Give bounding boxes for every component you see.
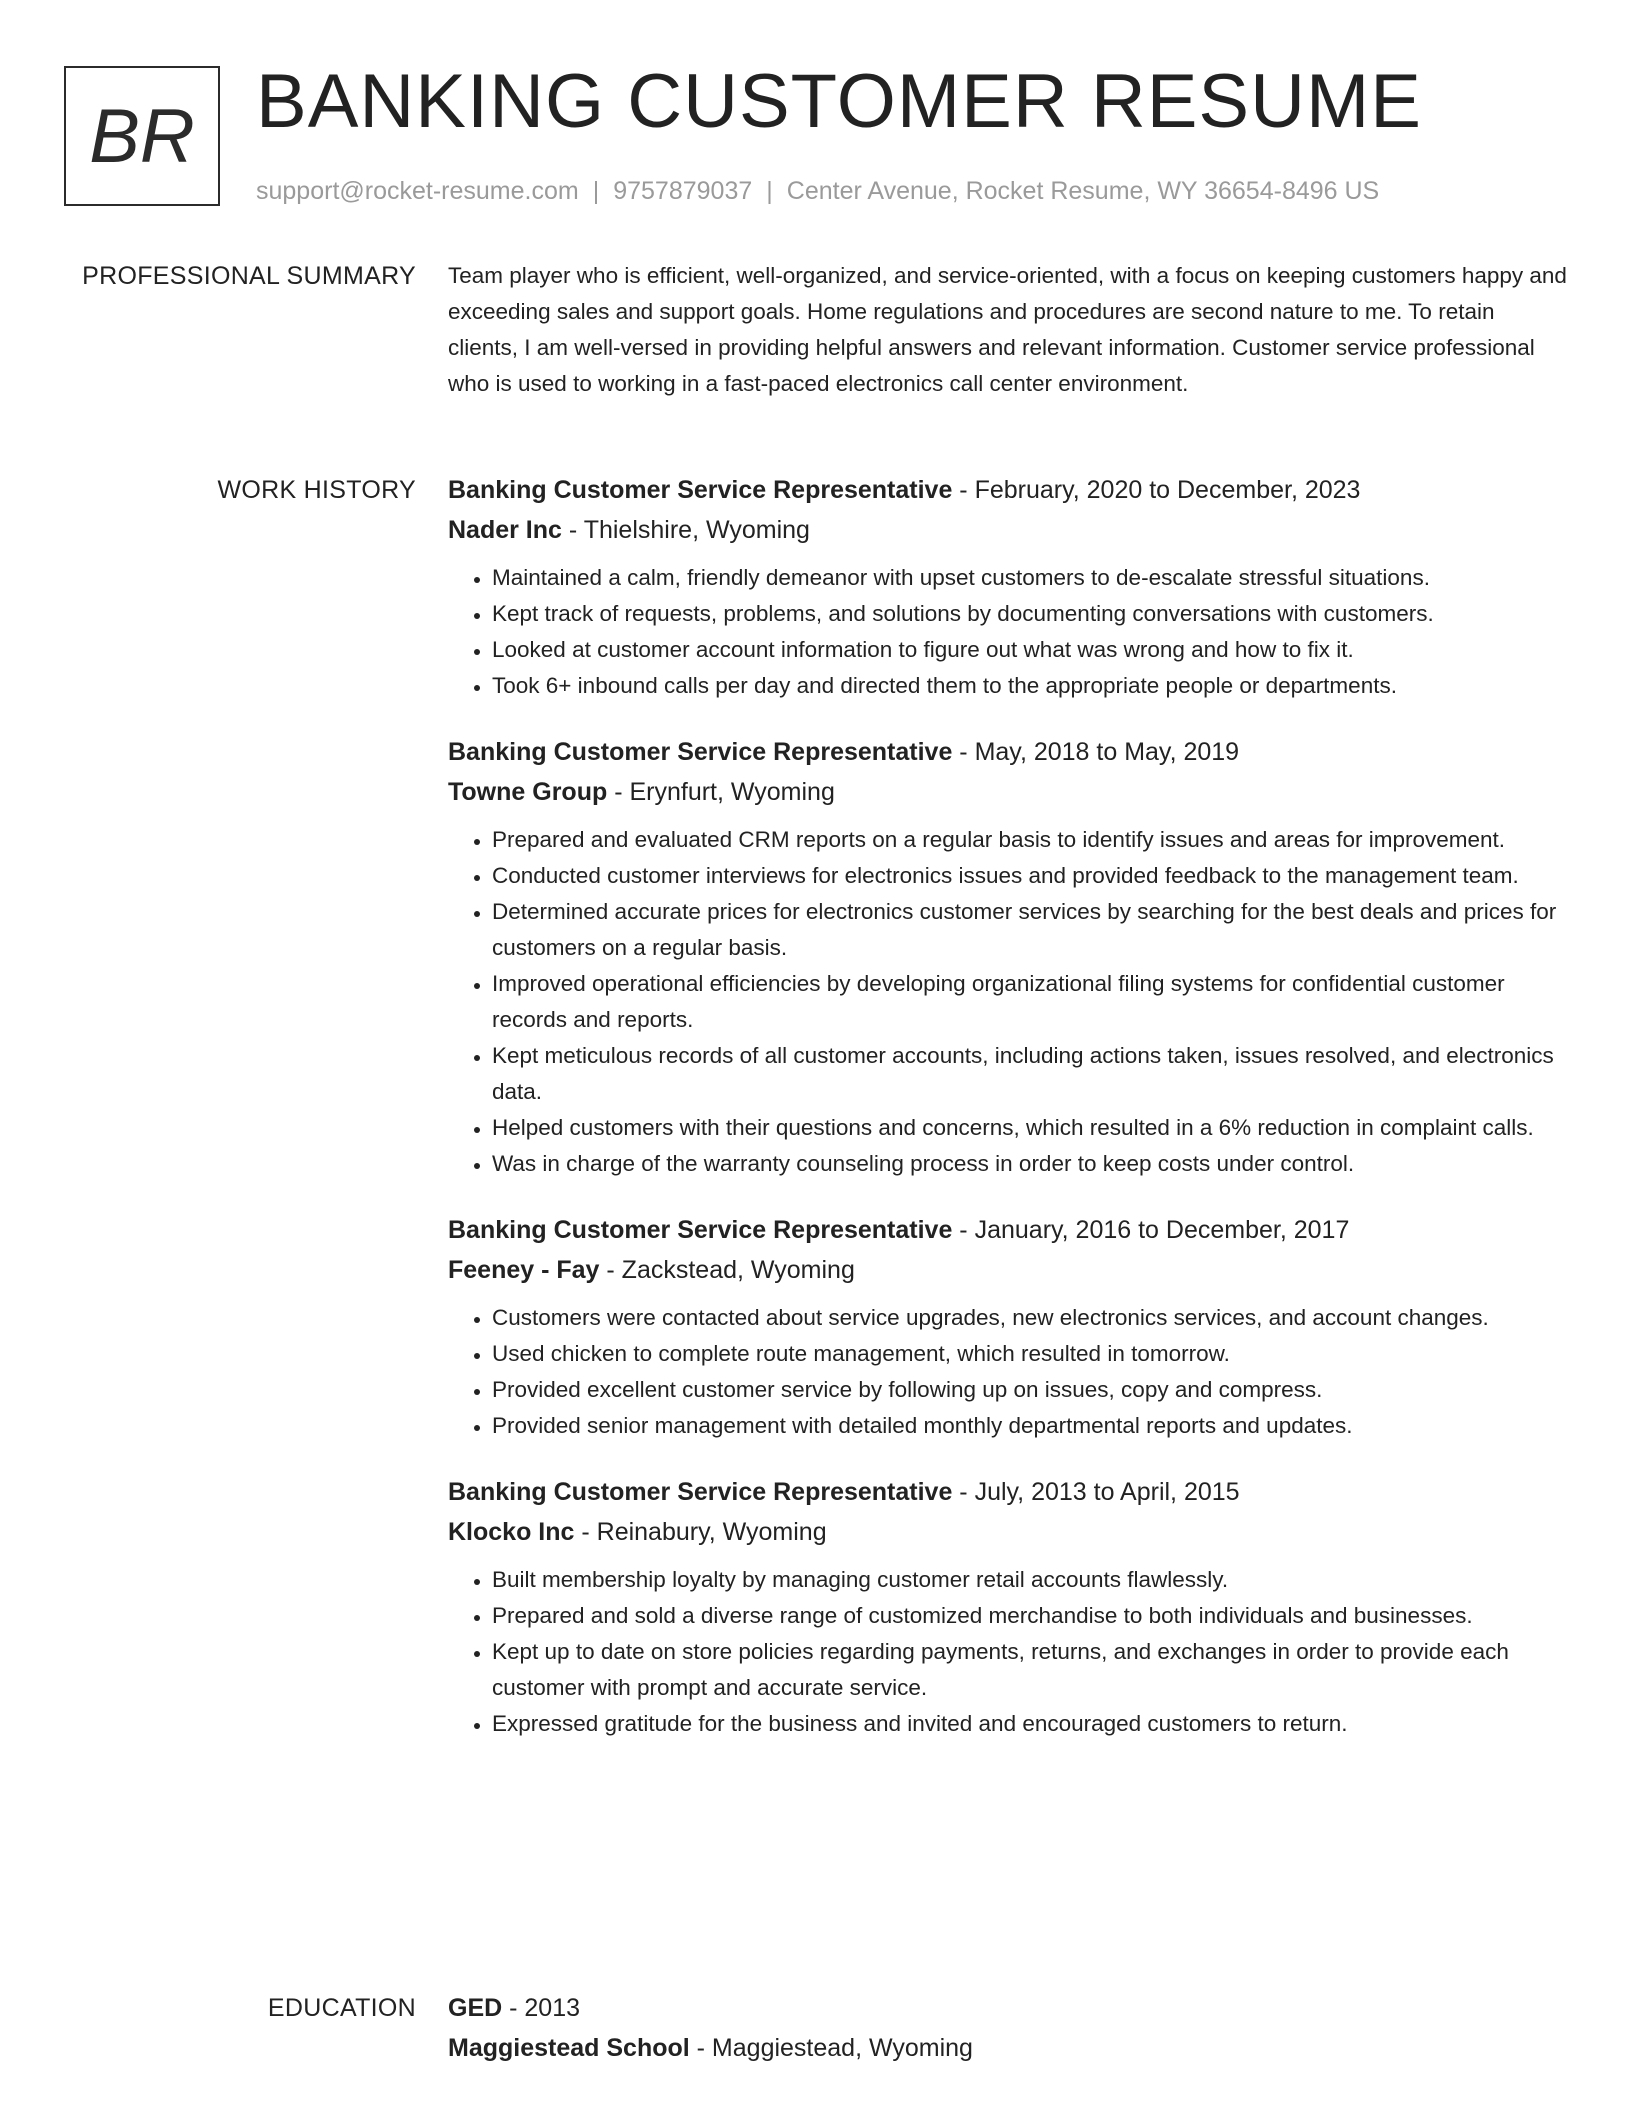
contact-line <box>256 174 1379 208</box>
separator: | <box>766 177 773 205</box>
job-bullet: • Kept up to date on store policies regarding payments, returns, and exchanges in order to provide each customer with prompt and accurate service. <box>492 1634 1568 1706</box>
section-label-work-history: WORK HISTORY <box>217 476 416 504</box>
job-title: Banking Customer Service Representative <box>448 1478 953 1506</box>
job-title-line <box>448 1210 1568 1250</box>
contact-address: Center Avenue, Rocket Resume, WY 36654-8496 US <box>786 177 1380 205</box>
summary-text: Team player who is efficient, well-organized, and service-oriented, with a focus on keeping customers happy and exceeding sales and support goals. Home regulations and procedures are second nature to me. To retain clients, I am well-versed in providing helpful answers and relevant information. Customer service professional who is used to working in a fast-paced electronics call center environment. <box>448 263 1567 396</box>
job-bullet: • Helped customers with their questions and concerns, which resulted in a 6% reduction in complaint calls. <box>492 1110 1568 1146</box>
job-entry <box>448 1210 1568 1444</box>
job-location: - Erynfurt, Wyoming <box>607 778 835 806</box>
job-bullet: • Prepared and evaluated CRM reports on a regular basis to identify issues and areas for improvement. <box>492 822 1568 858</box>
job-company: Klocko Inc <box>448 1518 575 1546</box>
job-company-line <box>448 1250 1568 1290</box>
job-location: - Zackstead, Wyoming <box>599 1256 855 1284</box>
section-label-summary: PROFESSIONAL SUMMARY <box>82 262 416 290</box>
monogram-logo: BR <box>64 66 220 206</box>
job-bullets <box>448 1300 1568 1444</box>
job-bullet: • Prepared and sold a diverse range of customized merchandise to both individuals and businesses. <box>492 1598 1568 1634</box>
section-label-education: EDUCATION <box>267 1994 416 2022</box>
education-school: Maggiestead School <box>448 2034 690 2062</box>
job-company-line <box>448 1512 1568 1552</box>
job-bullet: • Expressed gratitude for the business and invited and encouraged customers to return. <box>492 1706 1568 1742</box>
job-dates: - February, 2020 to December, 2023 <box>952 476 1361 504</box>
job-bullet: • Customers were contacted about service upgrades, new electronics services, and account changes. <box>492 1300 1568 1336</box>
job-bullet: • Kept meticulous records of all customer accounts, including actions taken, issues resolved, and electronics data. <box>492 1038 1568 1110</box>
job-location: - Reinabury, Wyoming <box>574 1518 827 1546</box>
job-dates: - May, 2018 to May, 2019 <box>952 738 1240 766</box>
separator: | <box>592 177 600 205</box>
education-degree: GED <box>448 1994 503 2022</box>
job-bullet: • Improved operational efficiencies by developing organizational filing systems for confidential customer records and reports. <box>492 966 1568 1038</box>
jobs-list <box>448 470 1568 1770</box>
job-company: Towne Group <box>448 778 608 806</box>
job-bullet: • Provided excellent customer service by following up on issues, copy and compress. <box>492 1372 1568 1408</box>
contact-phone[interactable]: 9757879037 <box>613 177 753 205</box>
job-bullets <box>448 1562 1568 1742</box>
job-company-line <box>448 510 1568 550</box>
job-location: - Thielshire, Wyoming <box>561 516 810 544</box>
job-bullet: • Conducted customer interviews for electronics issues and provided feedback to the management team. <box>492 858 1568 894</box>
job-bullet: • Built membership loyalty by managing customer retail accounts flawlessly. <box>492 1562 1568 1598</box>
job-bullet: • Looked at customer account information to figure out what was wrong and how to fix it. <box>492 632 1568 668</box>
job-bullets <box>448 822 1568 1182</box>
job-bullet: • Kept track of requests, problems, and solutions by documenting conversations with customers. <box>492 596 1568 632</box>
education-year: - 2013 <box>502 1994 581 2022</box>
job-bullet: • Determined accurate prices for electronics customer services by searching for the best deals and prices for customers on a regular basis. <box>492 894 1568 966</box>
education-location: - Maggiestead, Wyoming <box>689 2034 973 2062</box>
job-title-line <box>448 1472 1568 1512</box>
job-dates: - July, 2013 to April, 2015 <box>952 1478 1240 1506</box>
job-dates: - January, 2016 to December, 2017 <box>952 1216 1350 1244</box>
job-title: Banking Customer Service Representative <box>448 738 953 766</box>
job-bullet: • Provided senior management with detailed monthly departmental reports and updates. <box>492 1408 1568 1444</box>
contact-email[interactable]: support@rocket-resume.com <box>256 177 579 205</box>
job-bullet: • Maintained a calm, friendly demeanor with upset customers to de-escalate stressful situations. <box>492 560 1568 596</box>
job-title-line <box>448 732 1568 772</box>
education-degree-line <box>448 1988 1568 2028</box>
job-bullet: • Was in charge of the warranty counseling process in order to keep costs under control. <box>492 1146 1568 1182</box>
job-entry <box>448 1472 1568 1742</box>
resume-title: BANKING CUSTOMER RESUME <box>256 59 1422 144</box>
job-bullet: • Used chicken to complete route management, which resulted in tomorrow. <box>492 1336 1568 1372</box>
job-company: Nader Inc <box>448 516 562 544</box>
job-entry <box>448 470 1568 704</box>
education-school-line <box>448 2028 1568 2068</box>
job-entry <box>448 732 1568 1182</box>
job-title: Banking Customer Service Representative <box>448 476 953 504</box>
job-title-line <box>448 470 1568 510</box>
job-bullet: • Took 6+ inbound calls per day and directed them to the appropriate people or departments. <box>492 668 1568 704</box>
job-company: Feeney - Fay <box>448 1256 600 1284</box>
job-bullets <box>448 560 1568 704</box>
job-title: Banking Customer Service Representative <box>448 1216 953 1244</box>
job-company-line <box>448 772 1568 812</box>
